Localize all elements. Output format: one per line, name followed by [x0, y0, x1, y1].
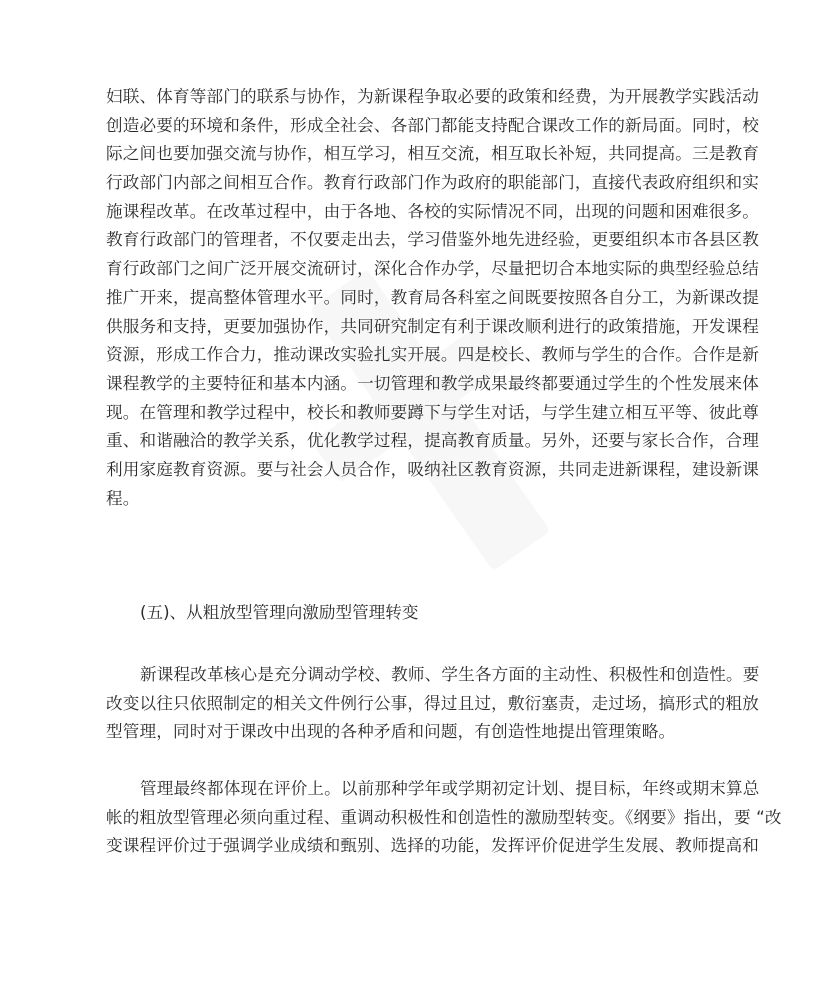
section-heading: (五)、从粗放型管理向激励型管理转变 [140, 603, 419, 622]
paragraph-1 [106, 83, 760, 513]
text-line: 变课程评价过于强调学业成绩和甄别、选择的功能，发挥评价促进学生发展、教师提高和 [106, 836, 760, 856]
text-line: 推广开来，提高整体管理水平。同时，教育局各科室之间既要按照各自分工，为新课改提 [106, 287, 760, 307]
text-line: 妇联、体育等部门的联系与协作，为新课程争取必要的政策和经费，为开展教学实践活动 [106, 87, 760, 106]
text-line: 教育行政部门的管理者，不仅要走出去，学习借鉴外地先进经验，更要组织本市各县区教 [106, 230, 760, 250]
text-line: 管理最终都体现在评价上。以前那种学年或学期初定计划、提目标，年终或期末算总 [140, 779, 760, 798]
text-line: 型管理，同时对于课改中出现的各种矛盾和问题，有创造性地提出管理策略。 [106, 722, 676, 742]
text-line: 创造必要的环境和条件，形成全社会、各部门都能支持配合课改工作的新局面。同时，校 [106, 115, 760, 135]
text-line: 利用家庭教育资源。要与社会人员合作，吸纳社区教育资源，共同走进新课程，建设新课 [106, 459, 760, 479]
text-line: 程。 [106, 488, 140, 508]
text-line: 供服务和支持，更要加强协作，共同研究制定有利于课改顺利进行的政策措施，开发课程 [106, 316, 760, 336]
text-line: 新课程改革核心是充分调动学校、教师、学生各方面的主动性、积极性和创造性。要 [140, 665, 760, 684]
text-line: 改变以往只依照制定的相关文件例行公事，得过且过，敷衍塞责，走过场，搞形式的粗放 [106, 693, 760, 713]
text-line: 育行政部门之间广泛开展交流研讨，深化合作办学，尽量把切合本地实际的典型经验总结 [106, 259, 760, 279]
text-line: 资源，形成工作合力，推动课改实验扎实开展。四是校长、教师与学生的合作。合作是新 [106, 345, 760, 365]
text-line: 课程教学的主要特征和基本内涵。一切管理和教学成果最终都要通过学生的个性发展来体 [106, 373, 760, 393]
paragraph-3 [106, 775, 782, 861]
text-line: 施课程改革。在改革过程中，由于各地、各校的实际情况不同，出现的问题和困难很多。 [106, 201, 760, 221]
text-line: 重、和谐融洽的教学关系，优化教学过程，提高教育质量。另外，还要与家长合作，合理 [106, 431, 760, 451]
text-line: 现。在管理和教学过程中，校长和教师要蹲下与学生对话，与学生建立相互平等、彼此尊 [106, 402, 760, 422]
text-line: 帐的粗放型管理必须向重过程、重调动积极性和创造性的激励型转变。《纲要》指出，要 “改 [106, 807, 782, 827]
section-heading-block [106, 599, 726, 628]
text-line: 行政部门内部之间相互合作。教育行政部门作为政府的职能部门，直接代表政府组织和实 [106, 173, 760, 193]
paragraph-2 [106, 661, 760, 747]
text-line: 际之间也要加强交流与协作，相互学习，相互交流，相互取长补短，共同提高。三是教育 [106, 144, 760, 164]
